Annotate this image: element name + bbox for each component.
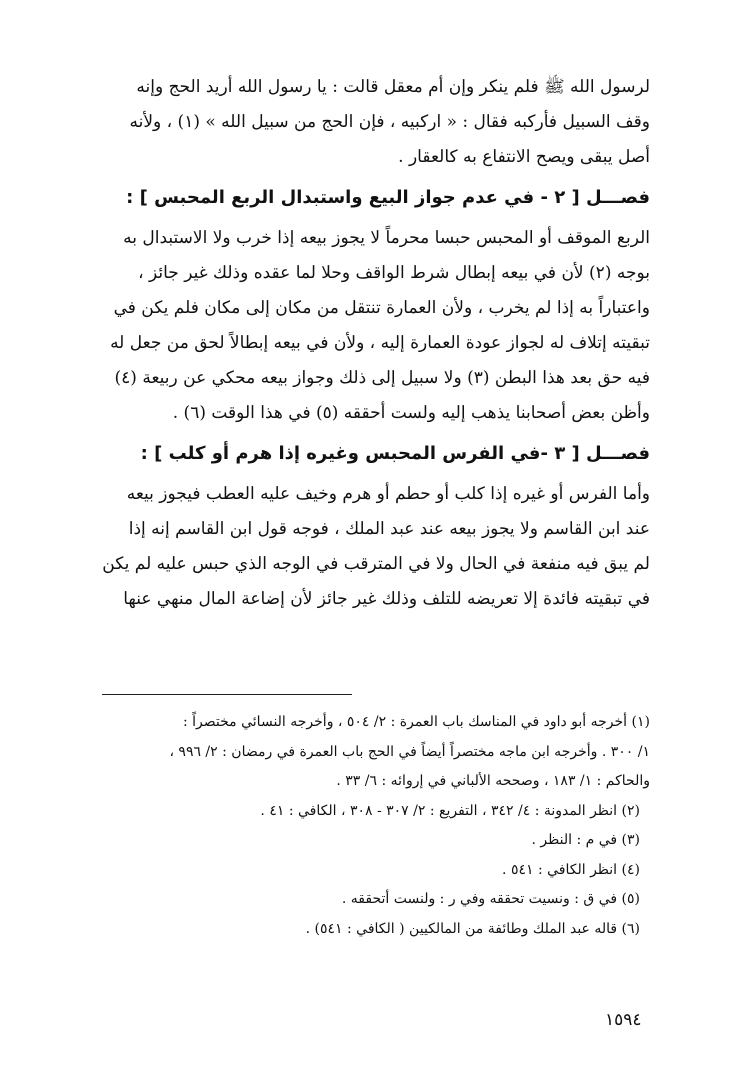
footnote-line: (١) أخرجه أبو داود في المناسك باب العمرة : ٢/ ٥٠٤ ، وأخرجه النسائي مختصراً : [182,714,650,730]
text-line: أصل يبقى ويصح الانتفاع به كالعقار . [398,147,650,167]
text-line: لرسول الله ﷺ فلم ينكر وإن أم معقل قالت : يا رسول الله أريد الحج وإنه [136,77,650,97]
text-line: بوجه (٢) لأن في بيعه إبطال شرط الواقف وحلا لما عقده وذلك غير جائز ، [138,263,650,283]
text-line: الربع الموقف أو المحبس حبسا محرماً لا يجوز بيعه إذا خرب ولا الاستبدال به [123,228,650,248]
text-line: واعتباراً به إذا لم يخرب ، ولأن العمارة تنتقل من مكان إلى مكان فلم يكن في [113,298,650,318]
text-line: وأظن بعض أصحابنا يذهب إليه ولست أحققه (٥) في هذا الوقت (٦) . [172,403,650,423]
text-line: تبقيته إتلاف له لجواز عودة العمارة إليه ، ولأن في بيعه إبطالاً لحق من جعل له [110,333,650,353]
section-3-paragraph [100,477,650,617]
text-line: عند ابن القاسم ولا يجوز بيعه عند عبد الملك ، فوجه قول ابن القاسم إنه إذا [128,519,650,539]
footnote-line: (٢) انظر المدونة : ٤/ ٣٤٢ ، التفريع : ٢/ ٣٠٧ - ٣٠٨ ، الكافي : ٤١ . [260,802,640,819]
page-number: ١٥٩٤ [605,1010,642,1030]
footnote-line: (٣) في م : النظر . [531,832,640,848]
footnote-line: والحاكم : ١/ ١٨٣ ، وصححه الألباني في إروائه : ٦/ ٣٣ . [336,773,650,789]
footnote-line: (٤) انظر الكافي : ٥٤١ . [502,861,640,878]
section-3-heading: فصـــل [ ٣ -في الفرس المحبس وغيره إذا هرم أو كلب ] : [140,443,650,464]
section-2-paragraph [100,221,650,431]
footnote-divider [102,694,352,695]
footnotes [60,708,650,944]
intro-paragraph [100,70,650,175]
text-line: فيه حق بعد هذا البطن (٣) ولا سبيل إلى ذلك وجواز بيعه محكي عن ربيعة (٤) [114,368,650,388]
main-text [100,70,650,617]
footnote-line: (٥) في ق : ونسيت تحققه وفي ر : ولنست أتحققه . [341,891,640,907]
text-line: في تبقيته فائدة إلا تعريضه للتلف وذلك غير جائز لأن إضاعة المال منهي عنها [123,589,650,609]
text-line: وأما الفرس أو غيره إذا كلب أو حطم أو هرم وخيف عليه العطب فيجوز بيعه [126,484,650,504]
footnote-line: (٦) قاله عبد الملك وطائفة من المالكيين ( الكافي : ٥٤١) . [305,920,640,937]
text-line: وقف السبيل فأركبه فقال : « اركبيه ، فإن الحج من سبيل الله » (١) ، ولأنه [129,112,650,132]
section-2-heading: فصـــل [ ٢ - في عدم جواز البيع واستبدال الربع المحبس ] : [126,187,650,208]
footnote-line: ١/ ٣٠٠ . وأخرجه ابن ماجه مختصراً أيضاً في الحج باب العمرة في رمضان : ٢/ ٩٩٦ ، [169,743,650,760]
text-line: لم يبق فيه منفعة في الحال ولا في المترقب في الوجه الذي حبس عليه لم يكن [102,554,650,574]
